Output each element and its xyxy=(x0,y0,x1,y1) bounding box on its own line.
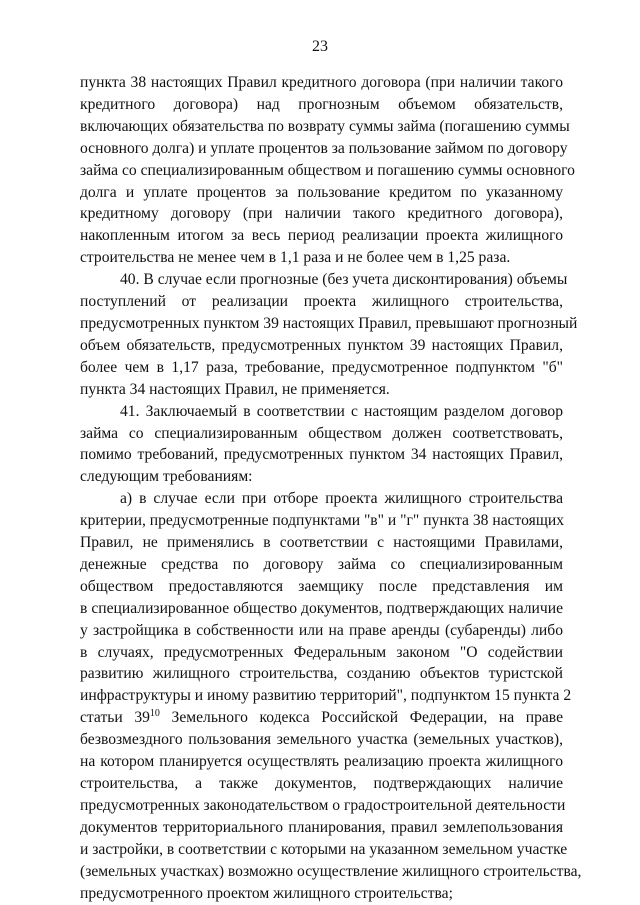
superscript: 10 xyxy=(149,708,160,720)
text-line: более чем в 1,17 раза, требование, предусмотренное подпунктом "б" xyxy=(80,358,563,376)
text-line: поступлений от реализации проекта жилищного строительства, xyxy=(80,293,563,311)
text-line: развитию жилищного строительства, созданию объектов туристской xyxy=(80,665,563,683)
subparagraph-a xyxy=(80,488,582,904)
text-line: у застройщика в собственности или на праве аренды (субаренды) либо xyxy=(80,621,563,639)
text-line: предусмотренного проектом жилищного строительства; xyxy=(80,884,453,902)
text-line: безвозмездного пользования земельного участка (земельных участков), xyxy=(80,731,563,749)
text-line: 41. Заключаемый в соответствии с настоящим разделом договор xyxy=(120,402,563,420)
text-line: кредитному договору (при наличии такого кредитного договора), xyxy=(80,205,563,223)
text-line-with-superscript xyxy=(80,707,563,729)
text-line: займа со специализированным обществом и погашению суммы основного xyxy=(80,161,575,179)
text-line: кредитного договора) над прогнозным объемом обязательств, xyxy=(80,95,563,113)
text-fragment: статьи 39 xyxy=(80,709,150,727)
text-line: долга и уплате процентов за пользование кредитом по указанному xyxy=(80,183,563,201)
text-line: документов территориального планирования, правил землепользования xyxy=(80,818,563,836)
text-line: денежные средства по договору займа со специализированным xyxy=(80,555,563,573)
text-line: пункта 34 настоящих Правил, не применяется. xyxy=(80,380,390,398)
text-line: помимо требований, предусмотренных пунктом 34 настоящих Правил, xyxy=(80,446,563,464)
text-line: накопленным итогом за весь период реализации проекта жилищного xyxy=(80,227,563,245)
text-line: (земельных участках) возможно осуществление жилищного строительства, xyxy=(80,862,582,880)
text-line: объем обязательств, предусмотренных пунктом 39 настоящих Правил, xyxy=(80,336,563,354)
paragraph-41 xyxy=(80,401,563,489)
text-line: на котором планируется осуществлять реализацию проекта жилищного xyxy=(80,753,563,771)
text-line: включающих обязательства по возврату суммы займа (погашению суммы xyxy=(80,117,570,135)
text-line: займа со специализированным обществом должен соответствовать, xyxy=(80,424,563,442)
text-line: Правил, не применялись в соответствии с настоящими Правилами, xyxy=(80,534,563,552)
document-body xyxy=(80,72,582,904)
text-line: 40. В случае если прогнозные (без учета дисконтирования) объемы xyxy=(120,271,568,289)
text-line: строительства не менее чем в 1,1 раза и не более чем в 1,25 раза. xyxy=(80,249,511,267)
text-line: предусмотренных законодательством о градостроительной деятельности xyxy=(80,796,566,814)
page-number: 23 xyxy=(312,38,328,55)
paragraph-40 xyxy=(80,269,578,400)
text-line: критерии, предусмотренные подпунктами "в" и "г" пункта 38 настоящих xyxy=(80,512,564,530)
text-line: а) в случае если при отборе проекта жилищного строительства xyxy=(120,490,563,508)
text-line: обществом предоставляются заемщику после представления им xyxy=(80,577,563,595)
text-line: и застройки, в соответствии с которыми на указанном земельном участке xyxy=(80,840,568,858)
text-line: основного долга) и уплате процентов за пользование займом по договору xyxy=(80,139,568,157)
text-line: пункта 38 настоящих Правил кредитного договора (при наличии такого xyxy=(80,74,563,91)
text-line: в случаях, предусмотренных Федеральным законом "О содействии xyxy=(80,643,563,661)
paragraph-continuation xyxy=(80,72,575,269)
text-line: строительства, а также документов, подтверждающих наличие xyxy=(80,775,563,792)
text-line: следующим требованиям: xyxy=(80,468,253,486)
text-line: инфраструктуры и иному развитию территорий", подпунктом 15 пункта 2 xyxy=(80,687,572,705)
text-line: предусмотренных пунктом 39 настоящих Правил, превышают прогнозный xyxy=(80,314,578,332)
text-line: в специализированное общество документов, подтверждающих наличие xyxy=(80,599,563,617)
text-fragment: Земельного кодекса Российской Федерации, на праве xyxy=(159,709,564,727)
